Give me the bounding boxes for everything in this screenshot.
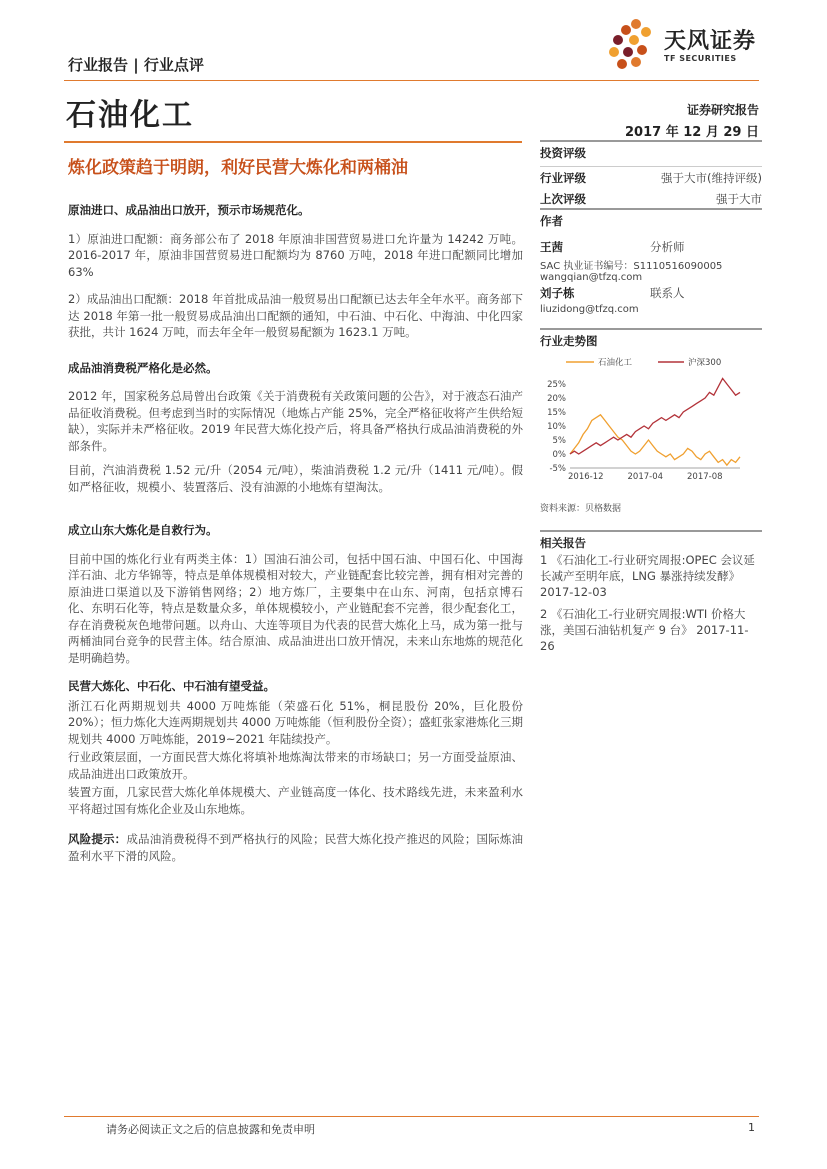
- report-title: 炼化政策趋于明朗，利好民营大炼化和两桶油: [68, 158, 408, 178]
- x-tick-label: 2016-12: [568, 472, 604, 482]
- author1-role: 分析师: [650, 240, 685, 254]
- x-axis: [568, 468, 740, 482]
- report-kind: 证券研究报告: [686, 103, 759, 117]
- paragraph: 1）原油进口配额：商务部公布了 2018 年原油非国营贸易进口允许量为 14242 万吨。2016-2017 年，原油非国营贸易进口配额均为 8760 万吨，2018 年进口配额同比增加 63%: [68, 231, 523, 279]
- y-tick-label: 25%: [547, 380, 566, 390]
- logo-name-en: TF SECURITIES: [664, 54, 737, 63]
- paragraph: 装置方面，几家民营大炼化单体规模大、产业链高度一体化、技术路线先进，未来盈利水平将超过国有炼化企业及山东地炼。: [68, 785, 523, 816]
- logo-mark-icon: [606, 18, 658, 70]
- chart-legend: [566, 357, 721, 368]
- y-axis: [547, 380, 566, 474]
- section-heading: 成立山东大炼化是自救行为。: [68, 523, 218, 537]
- y-tick-label: 0%: [552, 450, 566, 460]
- industry-rating-value: 强于大市(维持评级): [661, 171, 762, 185]
- related-heading: 相关报告: [540, 530, 762, 551]
- legend-label-series1: 石油化工: [598, 358, 633, 368]
- x-tick-label: 2017-08: [687, 472, 723, 482]
- page-number: 1: [748, 1121, 755, 1134]
- author-heading: 作者: [540, 208, 762, 229]
- x-tick-label: 2017-04: [627, 472, 664, 482]
- author-panel: [540, 208, 762, 315]
- section-heading: 原油进口、成品油出口放开，预示市场规范化。: [68, 203, 310, 217]
- y-tick-label: 5%: [552, 436, 566, 446]
- chart-source: 资料来源：贝格数据: [540, 504, 622, 514]
- sector-title: 石油化工: [66, 98, 194, 133]
- main-content: [68, 202, 523, 864]
- y-tick-label: 20%: [547, 394, 566, 404]
- y-tick-label: -5%: [549, 464, 566, 474]
- industry-trend-chart: [540, 350, 762, 495]
- author1-email[interactable]: wangqian@tfzq.com: [540, 272, 643, 283]
- series-line-2: [570, 378, 740, 454]
- risk-warning: [68, 831, 523, 864]
- report-category: 行业报告 | 行业点评: [68, 56, 204, 74]
- section-heading: 民营大炼化、中石化、中石油有望受益。: [68, 679, 275, 693]
- y-tick-label: 10%: [547, 422, 566, 432]
- author2-row: [540, 285, 762, 301]
- y-tick-label: 15%: [547, 408, 566, 418]
- trend-panel: [540, 328, 762, 349]
- industry-rating-row: [540, 166, 762, 186]
- author2-role: 联系人: [650, 286, 685, 300]
- related-report-1[interactable]: 1 《石油化工-行业研究周报:OPEC 会议延长减产至明年底，LNG 暴涨持续发酵》 2017-12-03: [540, 553, 755, 599]
- author1-cert: SAC 执业证书编号：S1110516090005: [540, 261, 723, 272]
- author2-email[interactable]: liuzidong@tfzq.com: [540, 304, 639, 315]
- paragraph: 浙江石化两期规划共 4000 万吨炼能（荣盛石化 51%，桐昆股份 20%，巨化股份 20%）；恒力炼化大连两期规划共 4000 万吨炼能（恒利股份全资）；盛虹张家港炼化三期规划共 4000 万吨炼能，2019~2021 年陆续投产。: [68, 698, 523, 746]
- rating-panel: [540, 140, 762, 207]
- author1-name: 王茜: [540, 240, 563, 254]
- prev-rating-label: 上次评级: [540, 192, 586, 206]
- legend-label-series2: 沪深300: [688, 358, 722, 368]
- prev-rating-value: 强于大市: [716, 192, 762, 206]
- series-lines: [570, 378, 740, 465]
- risk-text: 成品油消费税得不到严格执行的风险；民营大炼化投产推迟的风险；国际炼油盈利水平下滑的风险。: [68, 832, 523, 863]
- title-divider: [64, 141, 522, 143]
- trend-heading: 行业走势图: [540, 328, 762, 349]
- paragraph: 行业政策层面，一方面民营大炼化将填补地炼淘汰带来的市场缺口；另一方面受益原油、成品油进出口政策放开。: [68, 750, 523, 781]
- disclaimer: 请务必阅读正文之后的信息披露和免责申明: [106, 1123, 315, 1136]
- rating-heading: 投资评级: [540, 140, 762, 161]
- report-date: 2017 年 12 月 29 日: [625, 125, 759, 140]
- paragraph: 2012 年，国家税务总局曾出台政策《关于消费税有关政策问题的公告》，对于液态石油产品征收消费税。但考虑到当时的实际情况（地炼占产能 25%，完全严格征收将产生供给短缺），实际并未严格征收。2019 年民营大炼化投产后，将具备严格执行成品油消费税的外部条件。: [68, 389, 523, 453]
- company-logo: [606, 18, 766, 70]
- section-heading: 成品油消费税严格化是必然。: [68, 360, 218, 375]
- paragraph: 目前，汽油消费税 1.52 元/升（2054 元/吨），柴油消费税 1.2 元/升（1411 元/吨）。假如严格征收，规模小、装置落后、没有油源的小地炼有望淘汰。: [68, 463, 523, 494]
- header-divider: [64, 80, 759, 81]
- risk-label: 风险提示：: [68, 832, 127, 846]
- prev-rating-row: [540, 191, 762, 207]
- author2-name: 刘子栋: [540, 286, 575, 300]
- footer-divider: [64, 1116, 759, 1117]
- paragraph: 2）成品油出口配额：2018 年首批成品油一般贸易出口配额已达去年全年水平。商务部下达 2018 年第一批一般贸易成品油出口配额的通知，中石油、中石化、中海油、中化四家获批，共计 1624 万吨，而去年全年一般贸易配额为 1623.1 万吨。: [68, 292, 523, 339]
- logo-name-cn: 天风证券: [664, 29, 757, 54]
- paragraph: 目前中国的炼化行业有两类主体：1）国油石油公司，包括中国石油、中国石化、中国海洋石油、北方华锦等，特点是单体规模相对较大，产业链配套比较完善，拥有相对完善的原油进口渠道以及下游销售网络；2）地方炼厂，主要集中在山东、河南，包括京博石化、东明石化等，特点是数量众多，单体规模较小，产业链配套不完善，很少配套化工，存在消费税灰色地带问题。以舟山、大连等项目为代表的民营大炼化上马，成为第一批与两桶油同台竞争的民营主体。结合原油、成品油进出口放开情况，未来山东地炼的规范化是明确趋势。: [68, 551, 523, 665]
- related-panel: [540, 530, 762, 654]
- industry-rating-label: 行业评级: [540, 171, 586, 185]
- related-report-2[interactable]: 2 《石油化工-行业研究周报:WTI 价格大涨，美国石油钻机复产 9 台》 2017-11-26: [540, 607, 749, 653]
- author1-row: [540, 239, 762, 255]
